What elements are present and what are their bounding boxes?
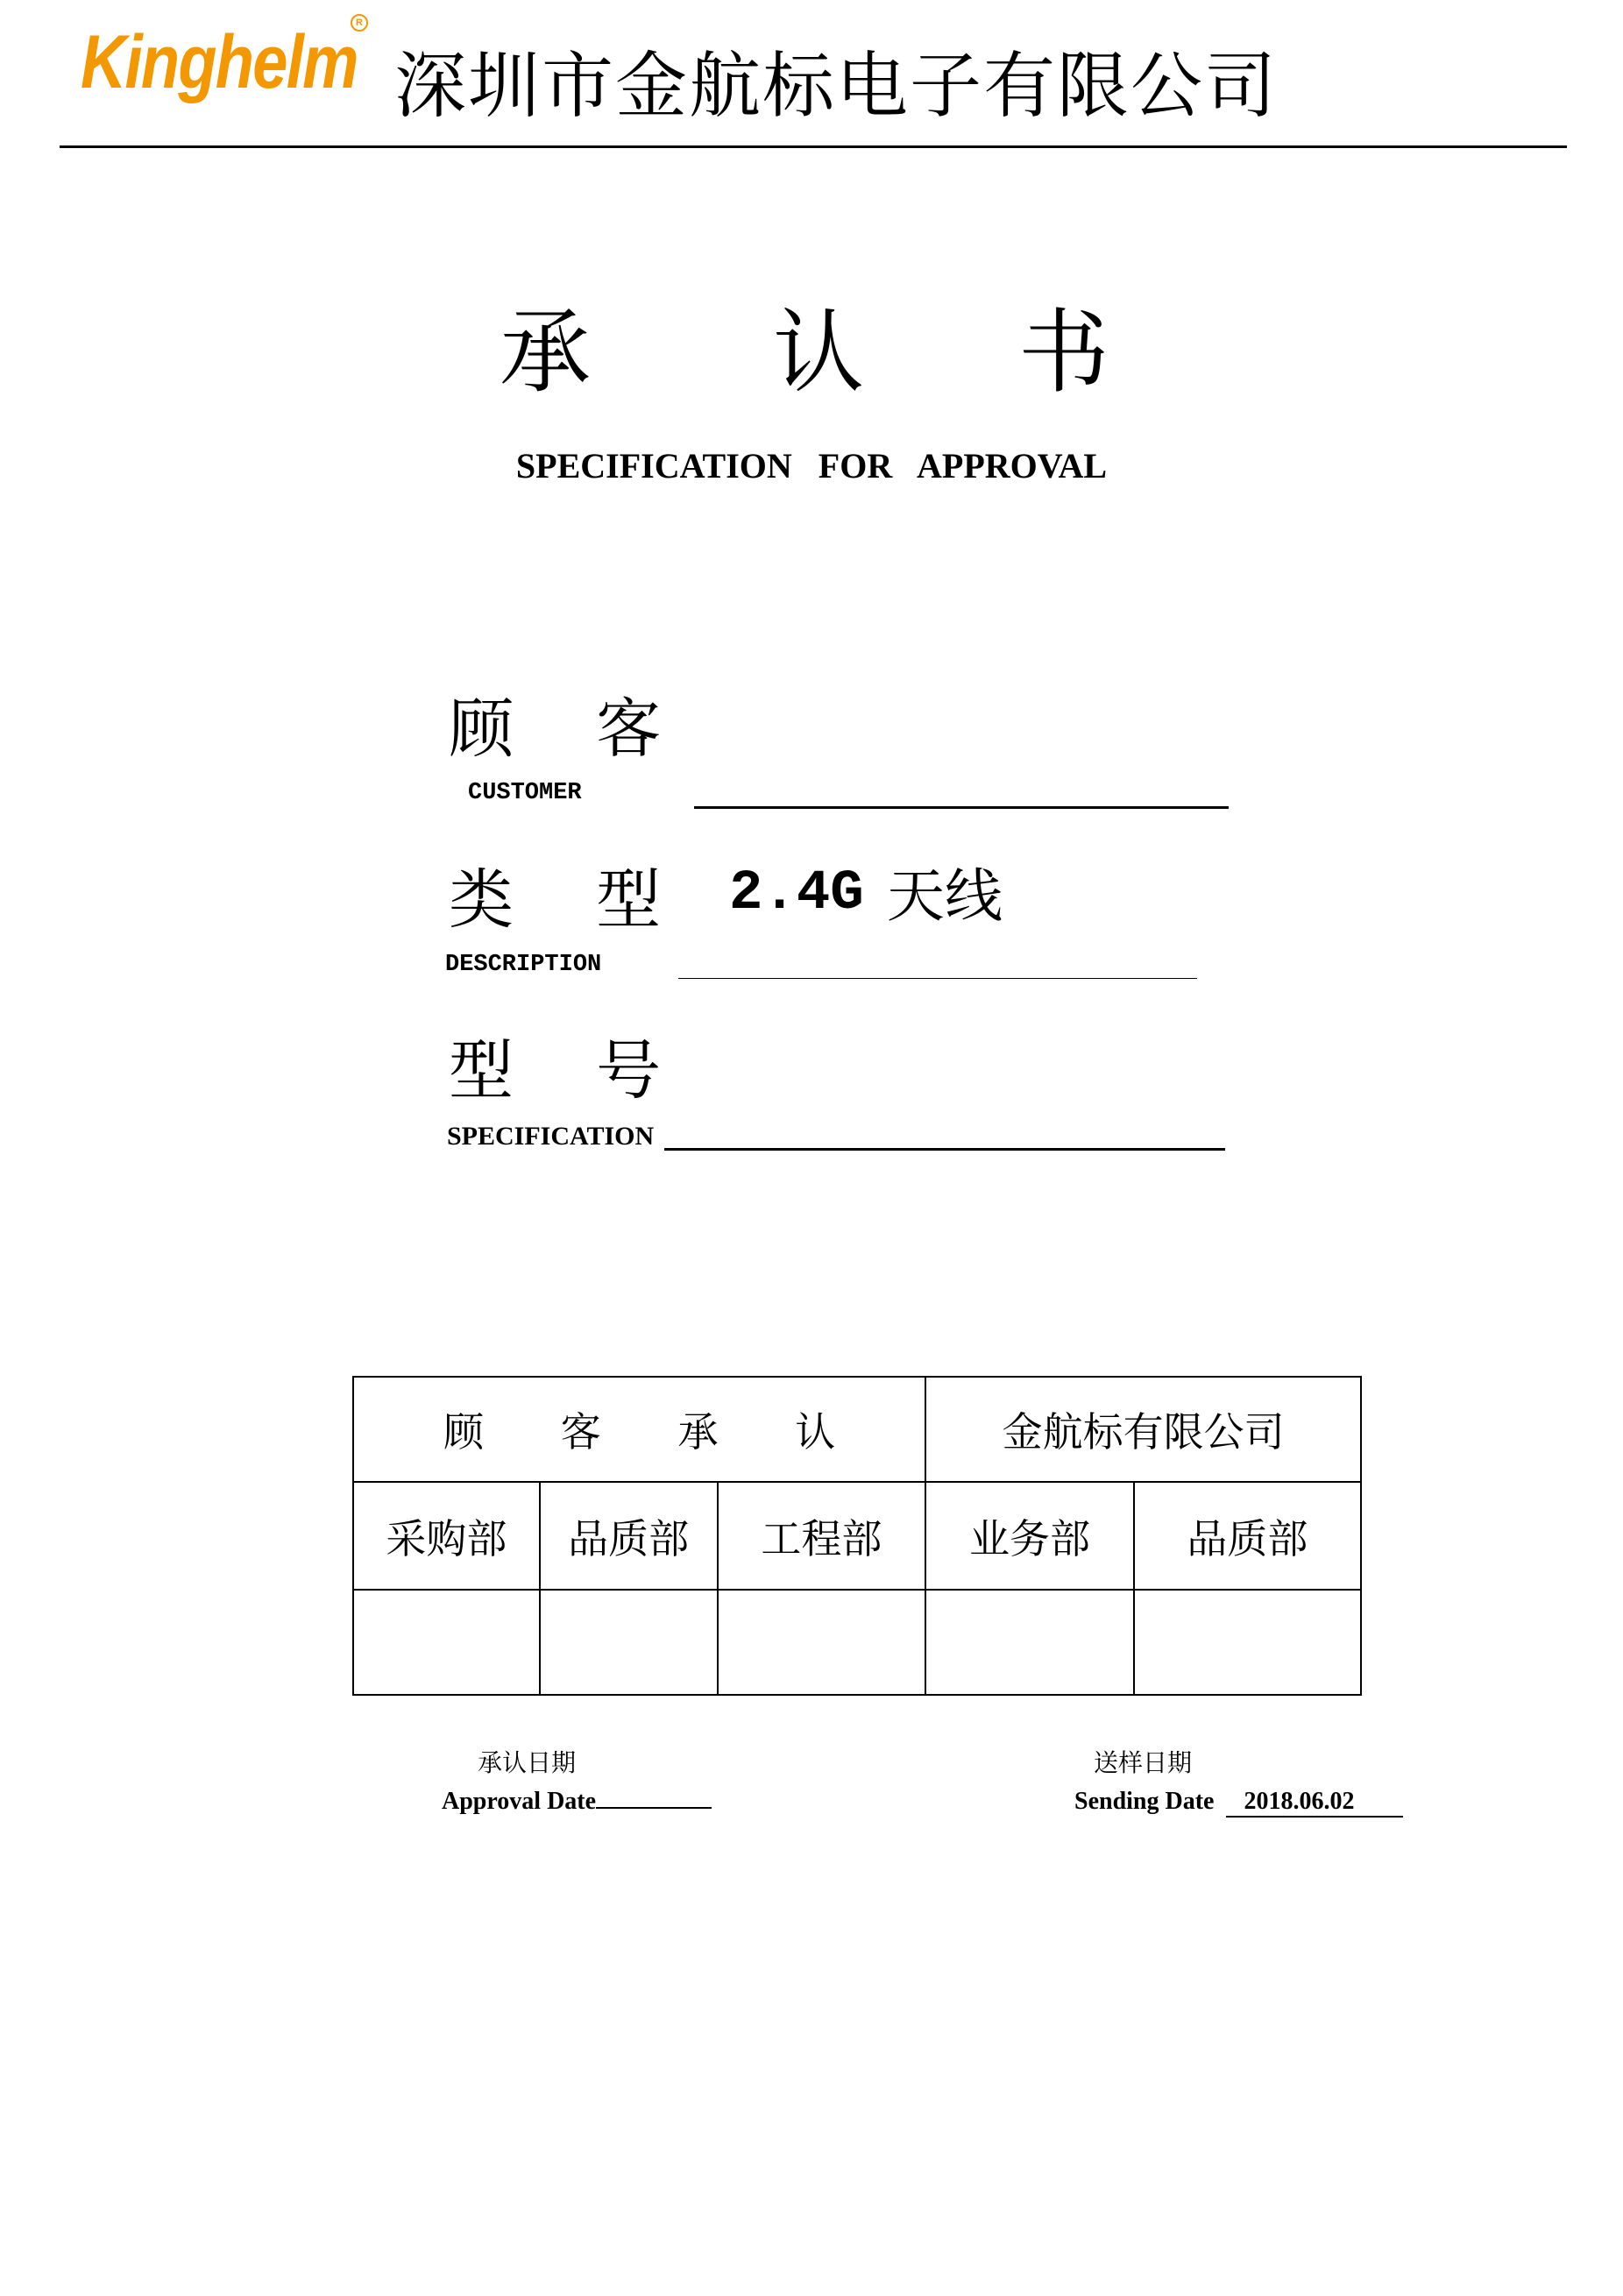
sending-date-row xyxy=(1074,1788,1403,1818)
approval-table xyxy=(352,1376,1362,1696)
approval-date-value[interactable] xyxy=(596,1807,712,1809)
supplier-header xyxy=(925,1377,1361,1482)
customer-label-en: CUSTOMER xyxy=(468,780,582,806)
header-divider xyxy=(60,145,1567,148)
specification-input-line[interactable] xyxy=(664,1148,1225,1151)
registered-mark: R xyxy=(351,14,368,32)
customer-approval-header-text: 顾 客 承 认 xyxy=(443,1408,836,1456)
company-name: 深圳市金航标电子有限公司 xyxy=(394,45,1279,128)
title-char-2: 认 xyxy=(773,299,865,406)
signature-cell-quality-supplier[interactable] xyxy=(1134,1590,1361,1695)
customer-approval-header xyxy=(353,1377,925,1482)
sending-date-label-cn: 送样日期 xyxy=(1094,1748,1193,1777)
sending-date-value[interactable]: 2018.06.02 xyxy=(1226,1788,1403,1818)
specification-label-cn: 型 号 xyxy=(449,1033,662,1109)
approval-table-header-row xyxy=(353,1377,1361,1482)
title-char-3: 书 xyxy=(1018,299,1110,406)
signature-cell-quality-customer[interactable] xyxy=(540,1590,718,1695)
description-label-cn: 类 型 xyxy=(449,862,662,938)
brand-logo: Kinghelm xyxy=(81,20,358,104)
description-input-line[interactable] xyxy=(678,978,1197,979)
supplier-header-text: 金航标有限公司 xyxy=(1002,1408,1285,1456)
dept-purchasing: 采购部 xyxy=(353,1482,540,1590)
description-value-cn: 天线 xyxy=(887,862,1003,930)
signature-cell-sales[interactable] xyxy=(925,1590,1133,1695)
dept-quality-customer: 品质部 xyxy=(540,1482,718,1590)
customer-input-line[interactable] xyxy=(694,806,1229,809)
specification-label-en: SPECIFICATION xyxy=(447,1122,655,1151)
signature-cell-engineering[interactable] xyxy=(718,1590,926,1695)
dept-engineering: 工程部 xyxy=(718,1482,926,1590)
description-value: 2.4G xyxy=(729,862,864,925)
description-label-en: DESCRIPTION xyxy=(445,952,602,978)
approval-date-row xyxy=(442,1788,712,1816)
dept-quality-supplier: 品质部 xyxy=(1134,1482,1361,1590)
customer-label-cn: 顾 客 xyxy=(449,691,662,767)
sending-date-label-en: Sending Date xyxy=(1074,1788,1215,1815)
signature-row xyxy=(353,1590,1361,1695)
title-char-1: 承 xyxy=(500,299,592,406)
approval-date-label-en: Approval Date xyxy=(442,1788,597,1815)
document-subtitle: SPECIFICATION FOR APPROVAL xyxy=(515,446,1108,485)
approval-date-label-cn: 承认日期 xyxy=(478,1748,577,1777)
department-row xyxy=(353,1482,1361,1590)
signature-cell-purchasing[interactable] xyxy=(353,1590,540,1695)
dept-sales: 业务部 xyxy=(925,1482,1133,1590)
